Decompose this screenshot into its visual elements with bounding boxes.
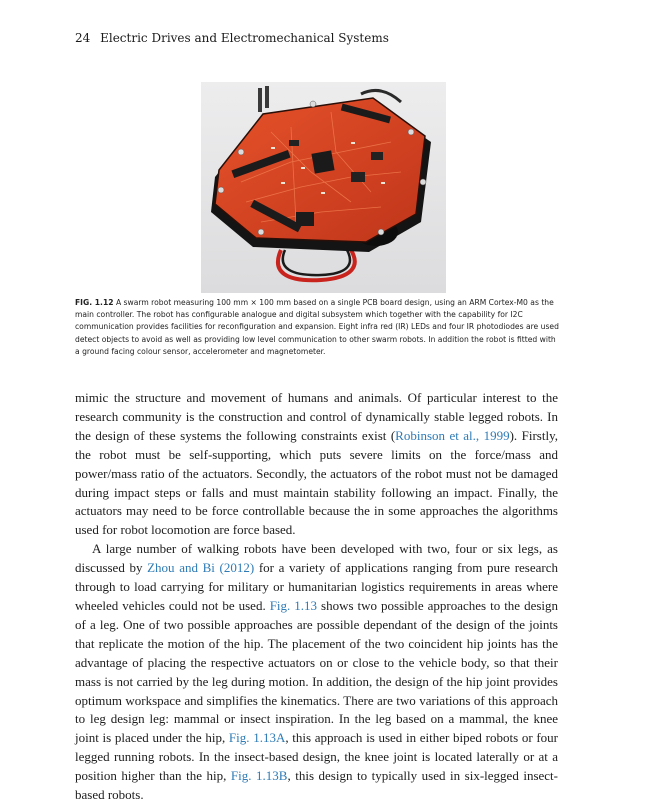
text-run: , this approach is used in either biped robots or four legged running robots. In the insect-based design, the knee joint is located laterally or at a position higher than the hip, bbox=[75, 730, 558, 784]
running-title: Electric Drives and Electromechanical Systems bbox=[100, 31, 389, 45]
text-run: mimic the structure and movement of humans and animals. Of particular interest to the research community is the construction and control of dynamically stable legged robots. In the design of these systems the following constraints exist ( bbox=[75, 390, 558, 443]
text-run: , this design to typically used in six-legged insect-based robots. bbox=[75, 768, 558, 803]
swarm-robot-image bbox=[201, 82, 446, 293]
figure-caption bbox=[75, 297, 560, 358]
text-run: A large number of walking robots have been developed with two, four or six legs, as discussed by bbox=[75, 541, 558, 576]
citation-link[interactable]: Robinson et al., 1999 bbox=[395, 427, 510, 443]
figure-robot-photo bbox=[201, 82, 446, 293]
figure-label: FIG. 1.12 bbox=[75, 298, 114, 307]
paragraph-1 bbox=[75, 389, 558, 540]
running-header bbox=[75, 31, 389, 45]
text-run: ). Firstly, the robot must be self-supporting, which puts severe limits on the force/mass and power/mass ratio of the actuators. Secondly, the actuators of the robot must not be damaged during impact steps or falls and must maintain stability following an impact. Finally, the actuators may need to be force controllable because the in some approaches the algorithms used for robot locomotion are force based. bbox=[75, 427, 558, 538]
citation-link[interactable]: Zhou and Bi (2012) bbox=[147, 560, 255, 576]
text-run: shows two possible approaches to the design of a leg. One of two possible approaches are possible dependant of the design of the joints that replicate the motion of the hip. The placement of the two coincident hip joints has the advantage of placing the respective actuators on or close to the vehicle body, so that their mass is not carried by the leg during motion. In addition, the design of the hip joint provides optimum workspace and simplifies the kinematics. There are two variations of this approach to leg design leg: mammal or insect inspiration. In the leg based on a mammal, the knee joint is placed under the hip, bbox=[75, 597, 559, 746]
body-text bbox=[75, 389, 558, 805]
paragraph-2 bbox=[75, 540, 558, 805]
figure-caption-text: A swarm robot measuring 100 mm × 100 mm based on a single PCB board design, using an ARM Cortex-M0 as the main controller. The robot has configurable analogue and digital subsystem which together with the capability for I2C communication provides facilities for reconfiguration and expansion. Eight infra red (IR) LEDs and four IR photodiodes are used detect objects to avoid as well as providing low level communication to other swarm robots. In addition the robot is fitted with a ground facing colour sensor, accelerometer and magnetometer. bbox=[75, 298, 559, 356]
figure-ref-link[interactable]: Fig. 1.13A bbox=[228, 730, 286, 746]
text-run: for a variety of applications ranging from pure research through to load carrying for military or humanitarian logistics requirements in areas where wheeled vehicles could not be used. bbox=[75, 560, 558, 613]
figure-ref-link[interactable]: Fig. 1.13 bbox=[269, 597, 318, 613]
page-number: 24 bbox=[75, 31, 91, 45]
figure-ref-link[interactable]: Fig. 1.13B bbox=[230, 768, 288, 784]
